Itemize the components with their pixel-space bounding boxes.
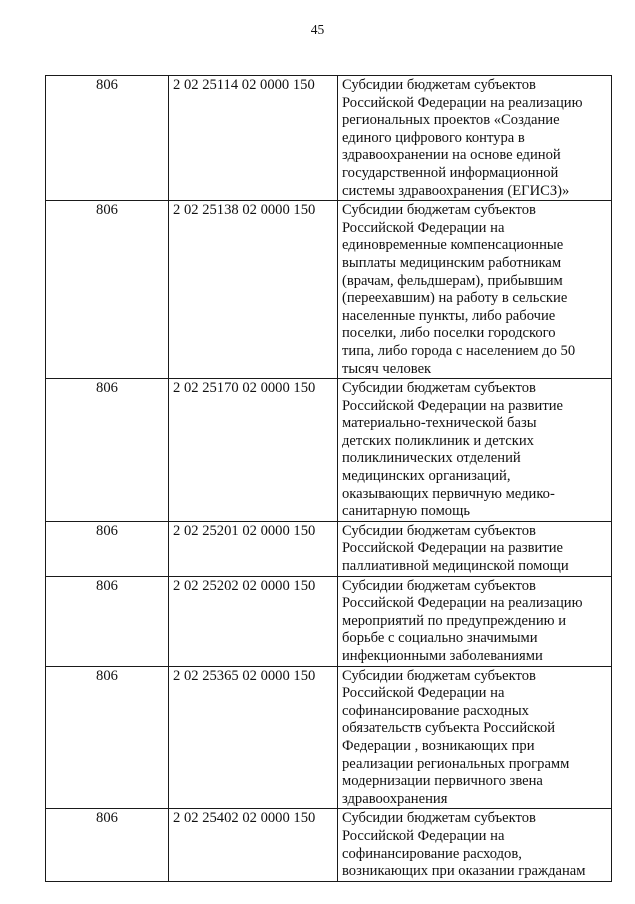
- description-line: возникающих при оказании гражданам: [342, 863, 586, 880]
- table-row: [46, 201, 612, 379]
- description-line: единовременные компенсационные: [342, 237, 564, 254]
- description-line: региональных проектов «Создание: [342, 112, 560, 129]
- admin-code-cell: 806: [46, 521, 169, 576]
- budget-code-cell: 2 02 25402 02 0000 150: [169, 809, 338, 881]
- description-line: оказывающих первичную медико-: [342, 485, 555, 502]
- description-line: борьбе с социально значимыми: [342, 630, 538, 647]
- table-row: [46, 809, 612, 881]
- description-line: населенные пункты, либо рабочие: [342, 307, 556, 324]
- description-line: паллиативной медицинской помощи: [342, 558, 569, 575]
- description-line: Субсидии бюджетам субъектов: [342, 380, 536, 397]
- description-line: модернизации первичного звена: [342, 773, 543, 790]
- description-line: медицинских организаций,: [342, 468, 511, 485]
- budget-code-cell: 2 02 25114 02 0000 150: [169, 76, 338, 201]
- description-line: поликлинических отделений: [342, 450, 521, 467]
- description-line: Федерации , возникающих при: [342, 737, 535, 754]
- table-row: [46, 521, 612, 576]
- description-line: здравоохранении на основе единой: [342, 147, 561, 164]
- description-line: софинансирование расходных: [342, 702, 529, 719]
- description-line: Российской Федерации на реализацию: [342, 595, 583, 612]
- description-cell: [338, 666, 612, 809]
- description-line: Российской Федерации на: [342, 827, 505, 844]
- admin-code-cell: 806: [46, 379, 169, 522]
- description-line: (врачам, фельдшерам), прибывшим: [342, 272, 563, 289]
- table-row: [46, 76, 612, 201]
- admin-code-cell: 806: [46, 201, 169, 379]
- budget-code-cell: 2 02 25201 02 0000 150: [169, 521, 338, 576]
- table-row: [46, 576, 612, 666]
- description-line: Субсидии бюджетам субъектов: [342, 522, 536, 539]
- description-cell: [338, 76, 612, 201]
- description-line: единого цифрового контура в: [342, 129, 525, 146]
- description-line: Субсидии бюджетам субъектов: [342, 202, 536, 219]
- description-cell: [338, 576, 612, 666]
- page-number: 45: [310, 22, 325, 37]
- description-line: Субсидии бюджетам субъектов: [342, 667, 536, 684]
- description-line: здравоохранения: [342, 790, 448, 807]
- description-line: системы здравоохранения (ЕГИСЗ)»: [342, 182, 570, 199]
- description-line: материально-технической базы: [342, 415, 537, 432]
- description-line: реализации региональных программ: [342, 755, 570, 772]
- description-line: (переехавшим) на работу в сельские: [342, 290, 568, 307]
- budget-code-cell: 2 02 25202 02 0000 150: [169, 576, 338, 666]
- description-cell: [338, 379, 612, 522]
- admin-code-cell: 806: [46, 576, 169, 666]
- table-row: [46, 666, 612, 809]
- budget-classification-table: [45, 75, 612, 882]
- description-cell: [338, 521, 612, 576]
- description-line: софинансирование расходов,: [342, 845, 522, 862]
- description-line: типа, либо города с населением до 50: [342, 342, 576, 359]
- description-line: Субсидии бюджетам субъектов: [342, 810, 536, 827]
- description-cell: [338, 201, 612, 379]
- description-line: Субсидии бюджетам субъектов: [342, 77, 536, 93]
- description-line: обязательств субъекта Российской: [342, 720, 556, 737]
- description-line: Российской Федерации на: [342, 685, 505, 702]
- description-line: Российской Федерации на реализацию: [342, 94, 583, 111]
- description-line: государственной информационной: [342, 164, 559, 181]
- budget-code-cell: 2 02 25170 02 0000 150: [169, 379, 338, 522]
- description-line: санитарную помощь: [342, 503, 470, 520]
- admin-code-cell: 806: [46, 809, 169, 881]
- description-line: инфекционными заболеваниями: [342, 648, 543, 664]
- description-line: Российской Федерации на: [342, 219, 505, 236]
- table-row: [46, 379, 612, 522]
- description-line: Субсидии бюджетам субъектов: [342, 577, 536, 594]
- admin-code-cell: 806: [46, 666, 169, 809]
- budget-code-cell: 2 02 25138 02 0000 150: [169, 201, 338, 379]
- admin-code-cell: 806: [46, 76, 169, 201]
- description-line: мероприятий по предупреждению и: [342, 612, 567, 629]
- description-line: Российской Федерации на развитие: [342, 540, 563, 557]
- description-line: тысяч человек: [342, 360, 432, 377]
- description-line: поселки, либо поселки городского: [342, 325, 556, 342]
- description-cell: [338, 809, 612, 881]
- description-line: детских поликлиник и детских: [342, 432, 534, 449]
- budget-code-cell: 2 02 25365 02 0000 150: [169, 666, 338, 809]
- description-line: Российской Федерации на развитие: [342, 397, 563, 414]
- description-line: выплаты медицинским работникам: [342, 254, 562, 271]
